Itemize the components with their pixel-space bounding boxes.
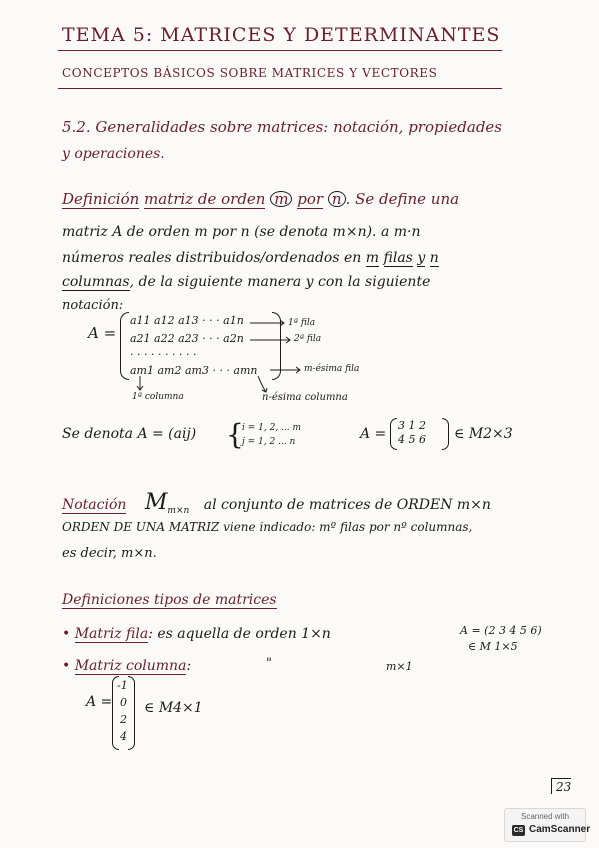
definition-por: por (297, 190, 324, 208)
annotation-m-esima-fila: m-ésima fila (304, 364, 360, 374)
denotation-text: Se denota A = (aij) (62, 426, 197, 442)
definition-m-underlined: m (365, 250, 380, 266)
matriz-fila-example: A = (2 3 4 5 6) (460, 624, 542, 637)
circled-n: n (328, 191, 346, 207)
annotation-n-esima-columna: n-ésima columna (262, 392, 348, 403)
camscanner-watermark (504, 808, 591, 842)
notation-label: Notación (62, 497, 127, 513)
page-title: TEMA 5: MATRICES Y DETERMINANTES (62, 24, 501, 46)
annotation-2a-fila: 2ª fila (294, 334, 322, 344)
list-item-matriz-fila (62, 626, 331, 642)
bullet: • (62, 626, 71, 642)
notation-line1-rest: al conjunto de matrices de ORDEN m×n (203, 497, 491, 513)
section-title: Generalidades sobre matrices: notación, propiedades (95, 118, 502, 136)
definition-line4-rest: , de la siguiente manera y con la siguiente (129, 274, 431, 290)
camscanner-logo-icon: CS (513, 827, 524, 834)
column-vector-entry: 4 (120, 730, 127, 743)
matrix-row-1: a11 a12 a13 · · · a1n (130, 314, 244, 327)
definition-columnas-underlined: columnas (62, 274, 130, 290)
denotation-brace: { (226, 418, 244, 451)
definition-term: matriz de orden (144, 190, 266, 208)
watermark-caption: Scanned with (520, 812, 570, 821)
matriz-fila-label: Matriz fila (74, 626, 149, 642)
matrix-row-3: · · · · · · · · · · (130, 348, 197, 361)
bullet: • (62, 658, 71, 674)
definition-label: Definición (62, 190, 140, 208)
watermark-brand: CamScanner (529, 824, 591, 835)
types-heading-text: Definiciones tipos de matrices (62, 592, 277, 608)
page-subtitle: CONCEPTOS BÁSICOS SOBRE MATRICES Y VECTORES (62, 66, 438, 80)
section-heading-line2: y operaciones. (62, 146, 165, 162)
denotation-j-range: j = 1, 2 ... n (242, 437, 296, 447)
column-vector-right-paren (128, 676, 135, 750)
column-vector-entry: -1 (117, 679, 128, 692)
section-number: 5.2. (62, 118, 91, 136)
example-left-paren (390, 418, 397, 450)
notation-symbol-sub: m×n (167, 506, 190, 516)
notation-line2: ORDEN DE UNA MATRIZ viene indicado: mº filas por nº columnas, (62, 520, 473, 534)
matriz-columna-ditto: " (266, 656, 272, 671)
circled-m: m (270, 191, 292, 207)
page-number: 23 (551, 778, 571, 794)
matriz-columna-order: m×1 (386, 660, 413, 673)
definition-line2: matriz A de orden m por n (se denota m×n). a m·n (62, 224, 421, 240)
notation-symbol: M (144, 490, 168, 515)
notation-line1 (62, 490, 491, 516)
definition-n-underlined: n (429, 250, 439, 266)
example-matrix-lhs: A = (360, 426, 387, 442)
column-vector-lhs: A = (86, 694, 113, 710)
types-heading (62, 592, 277, 608)
matrix-row-2: a21 a22 a23 · · · a2n (130, 332, 244, 345)
notation-line3: es decir, m×n. (62, 546, 157, 561)
matrix-general-lhs: A = (88, 324, 117, 342)
example-right-paren (442, 418, 449, 450)
denotation-i-range: i = 1, 2, ... m (242, 423, 302, 433)
definition-line1-rest: . Se define una (345, 190, 460, 208)
example-row-2: 4 5 6 (398, 433, 426, 446)
example-matrix-rhs: ∈ M2×3 (454, 426, 513, 442)
matrix-row-4: am1 am2 am3 · · · amn (130, 364, 258, 377)
column-vector-entry: 2 (120, 713, 127, 726)
definition-line3-text: números reales distribuidos/ordenados en (62, 250, 362, 266)
matriz-fila-text: : es aquella de orden 1×n (148, 626, 331, 642)
definition-filas-underlined: filas (383, 250, 413, 266)
column-vector-rhs: ∈ M4×1 (144, 700, 203, 716)
definition-y: y (417, 250, 426, 266)
column-vector-entry: 0 (120, 696, 127, 709)
matriz-columna-label: Matriz columna (74, 658, 187, 674)
list-item-matriz-columna (62, 658, 191, 674)
example-row-1: 3 1 2 (398, 419, 426, 432)
matriz-columna-colon: : (186, 658, 192, 674)
matriz-fila-example-set: ∈ M 1×5 (468, 640, 518, 653)
annotation-1a-columna: 1ª columna (132, 392, 184, 402)
definition-line5: notación: (62, 298, 124, 313)
annotation-1a-fila: 1ª fila (288, 318, 316, 328)
